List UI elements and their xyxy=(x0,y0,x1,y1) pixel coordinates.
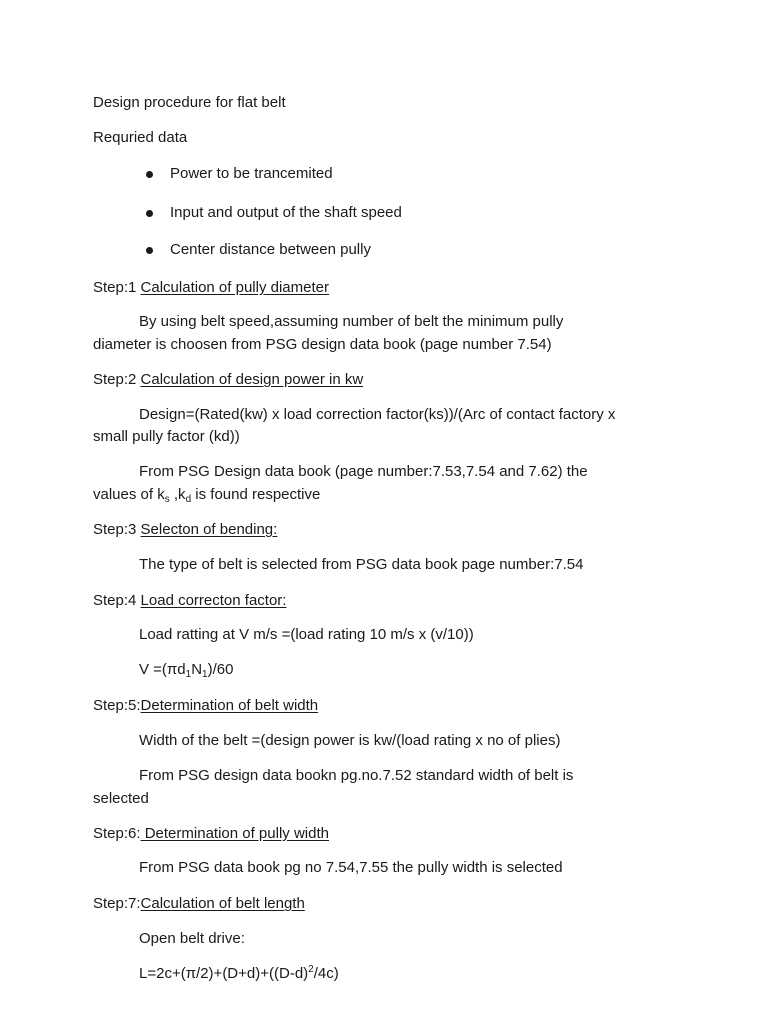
step2-paragraph-line: From PSG Design data book (page number:7.53,7.54 and 7.62) the xyxy=(139,463,588,480)
text-run: N xyxy=(191,661,203,678)
superscript: 2 xyxy=(308,964,314,975)
step2-formula-line: Design=(Rated(kw) x load correction factor(ks))/(Arc of contact factory x xyxy=(139,406,616,423)
text-run: )/60 xyxy=(207,661,234,678)
subscript: s xyxy=(164,494,170,505)
step4-heading xyxy=(93,590,286,612)
list-item: Power to be trancemited xyxy=(170,165,333,182)
step6-paragraph: From PSG data book pg no 7.54,7.55 the pully width is selected xyxy=(139,859,563,876)
step-label: Step:6: xyxy=(93,825,141,842)
text-run: ,k xyxy=(169,486,186,503)
bullet-icon xyxy=(146,210,153,217)
step5-heading xyxy=(93,695,318,717)
step7-heading xyxy=(93,893,305,915)
step-title: Determination of belt width xyxy=(140,697,319,714)
bullet-icon xyxy=(146,171,153,178)
step4-paragraph: Load ratting at V m/s =(load rating 10 m/s x (v/10)) xyxy=(139,626,474,643)
step-label: Step:1 xyxy=(93,279,141,296)
step7-paragraph: Open belt drive: xyxy=(139,930,245,947)
document-title: Design procedure for flat belt xyxy=(93,94,286,111)
step-label: Step:3 xyxy=(93,521,141,538)
step2-heading xyxy=(93,369,363,391)
step3-paragraph: The type of belt is selected from PSG data book page number:7.54 xyxy=(139,556,584,573)
step-label: Step:5: xyxy=(93,697,141,714)
text-run: /4c) xyxy=(313,965,339,982)
step7-belt-length-formula xyxy=(139,963,339,985)
step-title: Calculation of design power in kw xyxy=(140,371,364,388)
subscript: 1 xyxy=(202,669,208,680)
step6-heading xyxy=(93,823,329,845)
step2-formula-line: small pully factor (kd)) xyxy=(93,428,240,445)
step4-velocity-formula xyxy=(139,659,233,681)
text-run: values of k xyxy=(93,486,165,503)
step-title: Determination of pully width xyxy=(140,825,329,842)
text-run: L=2c+(π/2)+(D+d)+((D-d) xyxy=(139,965,309,982)
step3-heading xyxy=(93,519,277,541)
subscript: d xyxy=(185,494,192,505)
step-title: Selecton of bending: xyxy=(140,521,278,538)
step-label: Step:4 xyxy=(93,592,141,609)
step-label: Step:2 xyxy=(93,371,141,388)
step5-paragraph: Width of the belt =(design power is kw/(load rating x no of plies) xyxy=(139,732,561,749)
step-title: Calculation of belt length xyxy=(140,895,305,912)
step5-paragraph-line: selected xyxy=(93,790,149,807)
required-data-heading: Requried data xyxy=(93,129,188,146)
step1-heading xyxy=(93,277,329,299)
bullet-icon xyxy=(146,247,153,254)
step5-paragraph-line: From PSG design data bookn pg.no.7.52 standard width of belt is xyxy=(139,767,574,784)
step-title: Load correcton factor: xyxy=(140,592,287,609)
list-item: Center distance between pully xyxy=(170,241,371,258)
step2-paragraph-line xyxy=(93,484,320,506)
text-run: is found respective xyxy=(191,486,321,503)
text-run: V =(πd xyxy=(139,661,186,678)
list-item: Input and output of the shaft speed xyxy=(170,204,402,221)
step1-paragraph-line: By using belt speed,assuming number of belt the minimum pully xyxy=(139,313,564,330)
subscript: 1 xyxy=(185,669,192,680)
step1-paragraph-line: diameter is choosen from PSG design data book (page number 7.54) xyxy=(93,336,552,353)
step-label: Step:7: xyxy=(93,895,141,912)
step-title: Calculation of pully diameter xyxy=(140,279,329,296)
